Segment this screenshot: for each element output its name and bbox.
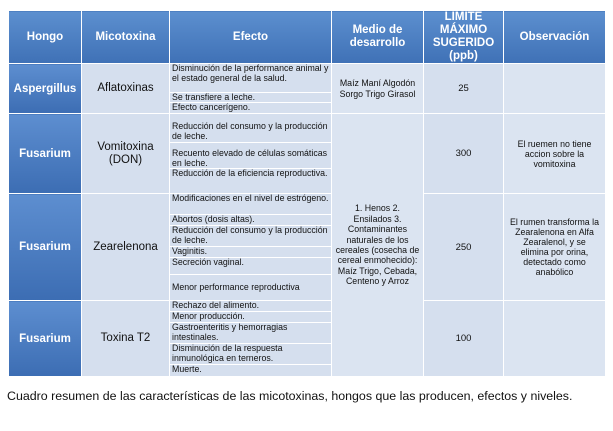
efecto-line: Reducción del consumo y la producción de leche. <box>170 226 331 247</box>
limite-cell: 300 <box>424 114 504 194</box>
efecto-line: Recuento elevado de células somáticas en leche. <box>170 143 331 169</box>
efecto-line: Abortos (dosis altas). <box>170 215 331 226</box>
header-hongo: Hongo <box>9 11 82 64</box>
efecto-cell <box>170 194 332 301</box>
efecto-cell <box>170 64 332 114</box>
efecto-line: Rechazo del alimento. <box>170 301 331 312</box>
observacion-cell: El rumen transforma la Zearalenona en Alfa Zearalenol, y se elimina por orina, detectado como anabólico <box>504 194 606 301</box>
limite-cell: 25 <box>424 64 504 114</box>
observacion-cell: El ruemen no tiene accion sobre la vomitoxina <box>504 114 606 194</box>
efecto-cell <box>170 301 332 377</box>
efecto-cell <box>170 114 332 194</box>
table-caption: Cuadro resumen de las características de las micotoxinas, hongos que las producen, efectos y niveles. <box>7 389 573 403</box>
efecto-line: Menor performance reproductiva <box>172 282 300 292</box>
efecto-line: Disminución de la respuesta inmunológica en terneros. <box>170 344 331 365</box>
header-efecto: Efecto <box>170 11 332 64</box>
micotoxina-cell: Zearelenona <box>82 194 170 301</box>
efecto-line: Reducción del consumo y la producción de leche. <box>170 114 331 143</box>
micotoxina-cell: Aflatoxinas <box>82 64 170 114</box>
limite-cell: 100 <box>424 301 504 377</box>
header-medio: Medio de desarrollo <box>332 11 424 64</box>
medio-cell: Maíz Maní Algodón Sorgo Trigo Girasol <box>332 64 424 114</box>
mycotoxin-table <box>8 10 606 377</box>
header-limite: LÍMITE MÁXIMO SUGERIDO (ppb) <box>424 11 504 64</box>
efecto-line: Menor producción. <box>170 312 331 323</box>
observacion-cell <box>504 64 606 114</box>
micotoxina-cell: Toxina T2 <box>82 301 170 377</box>
efecto-line: Efecto cancerígeno. <box>172 103 251 112</box>
table-row <box>9 114 606 194</box>
hongo-cell: Fusarium <box>9 194 82 301</box>
micotoxina-cell: Vomitoxina (DON) <box>82 114 170 194</box>
table-row <box>9 194 606 301</box>
efecto-line: Gastroenteritis y hemorragias intestinales. <box>170 323 331 344</box>
header-micotoxina: Micotoxina <box>82 11 170 64</box>
medio-shared-cell: 1. Henos 2. Ensilados 3. Contaminantes naturales de los cereales (cosecha de cereal enmohecido): Maíz Trigo, Cebada, Centeno y Arroz <box>332 114 424 377</box>
hongo-cell: Aspergillus <box>9 64 82 114</box>
header-observacion: Observación <box>504 11 606 64</box>
hongo-cell: Fusarium <box>9 114 82 194</box>
observacion-cell <box>504 301 606 377</box>
hongo-cell: Fusarium <box>9 301 82 377</box>
efecto-line: Muerte. <box>172 365 202 374</box>
table-row <box>9 64 606 114</box>
efecto-line: Disminución de la performance animal y el estado general de la salud. <box>170 64 331 93</box>
efecto-line: Vaginitis. <box>170 247 331 258</box>
efecto-line: Secreción vaginal. <box>170 258 331 275</box>
efecto-line: Se transfiere a leche. <box>170 93 331 103</box>
efecto-line: Modificaciones en el nivel de estrógeno. <box>170 194 331 215</box>
limite-cell: 250 <box>424 194 504 301</box>
header-row <box>9 11 606 64</box>
table-row <box>9 301 606 377</box>
efecto-line: Reducción de la eficiencia reproductiva. <box>172 169 328 178</box>
